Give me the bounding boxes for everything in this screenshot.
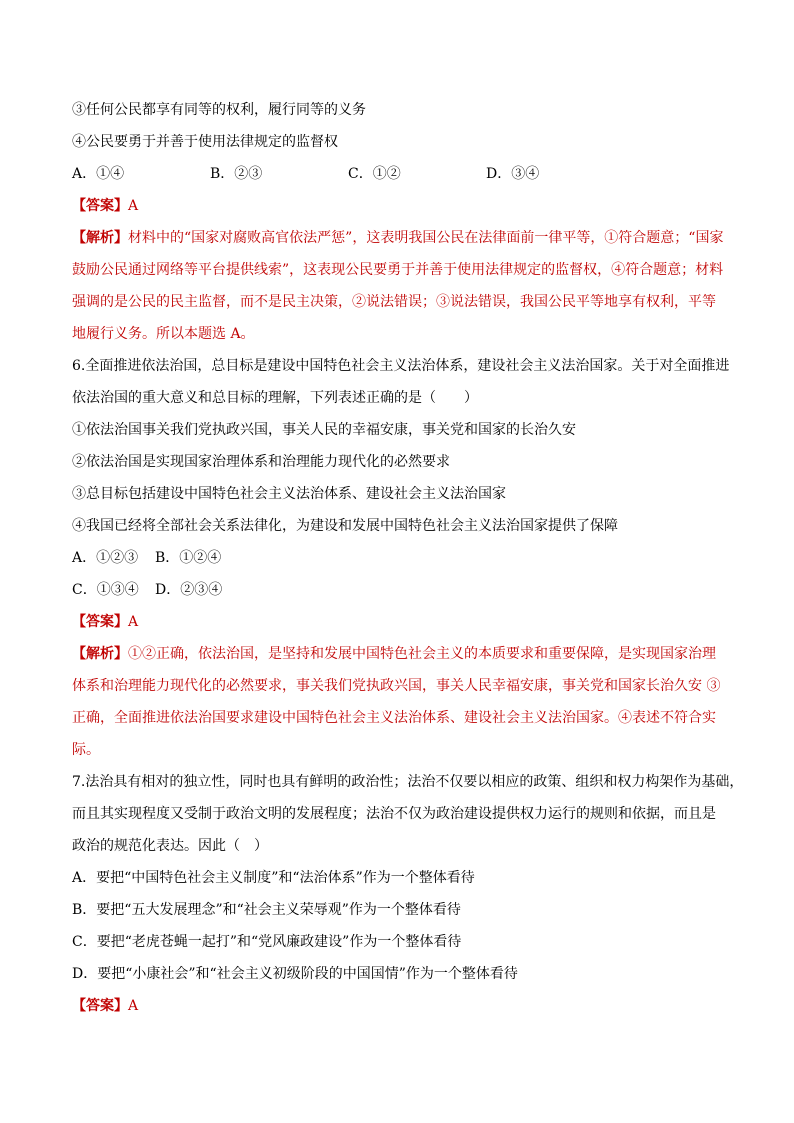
q7-option-d: D．要把“小康社会”和“社会主义初级阶段的中国国情”作为一个整体看待	[72, 966, 518, 982]
q6-item-4: ④我国已经将全部社会关系法律化，为建设和发展中国特色社会主义法治国家提供了保障	[72, 518, 618, 534]
q6-item-3: ③总目标包括建设中国特色社会主义法治体系、建设社会主义法治国家	[72, 486, 506, 502]
q5-answer	[72, 196, 138, 216]
q6-answer	[72, 612, 138, 632]
q6-item-2: ②依法治国是实现国家治理体系和治理能力现代化的必然要求	[72, 454, 450, 470]
answer-tag: 【答案】	[72, 998, 128, 1014]
q6-analysis-line-1	[72, 644, 716, 664]
q6-option-c: C．①③④	[72, 582, 139, 598]
answer-value: A	[128, 998, 139, 1014]
q6-option-b: B．①②④	[155, 550, 222, 566]
q6-option-a: A．①②③	[72, 550, 139, 566]
q5-item-3: ③任何公民都享有同等的权利，履行同等的义务	[72, 102, 366, 118]
answer-tag: 【答案】	[72, 614, 128, 630]
answer-value: A	[128, 614, 139, 630]
q7-answer	[72, 996, 138, 1016]
q7-option-c: C．要把“老虎苍蝇一起打”和“党风廉政建设”作为一个整体看待	[72, 934, 462, 950]
q5-option-a: A．①④	[72, 166, 125, 182]
q6-analysis-line-3: 正确，全面推进依法治国要求建设中国特色社会主义法治体系、建设社会主义法治国家。④表述不符合实	[72, 710, 716, 726]
answer-value: A	[128, 198, 139, 214]
q7-option-b: B．要把“五大发展理念”和“社会主义荣辱观”作为一个整体看待	[72, 902, 461, 918]
q5-analysis-line-2: 鼓励公民通过网络等平台提供线索”，这表现公民要勇于并善于使用法律规定的监督权，④符合题意；材料	[72, 262, 724, 278]
q5-option-c: C．①②	[348, 166, 401, 182]
q7-stem-line-3: 政治的规范化表达。因此（ ）	[72, 838, 268, 854]
q7-stem-line-2: 而且其实现程度又受制于政治文明的发展程度；法治不仅为政治建设提供权力运行的规则和依据，而且是	[72, 806, 716, 822]
q5-item-4: ④公民要勇于并善于使用法律规定的监督权	[72, 134, 338, 150]
q5-analysis-line-4: 地履行义务。所以本题选 A。	[72, 326, 255, 342]
q6-option-d: D．②③④	[155, 582, 223, 598]
q6-stem-line-1: 6.全面推进依法治国，总目标是建设中国特色社会主义法治体系，建设社会主义法治国家。关于对全面推进	[72, 358, 730, 374]
analysis-text: 材料中的“国家对腐败高官依法严惩”，这表明我国公民在法律面前一律平等，①符合题意；“国家	[128, 230, 724, 246]
q5-analysis-line-3: 强调的是公民的民主监督，而不是民主决策，②说法错误；③说法错误，我国公民平等地享有权利，平等	[72, 294, 716, 310]
q7-stem-line-1: 7.法治具有相对的独立性，同时也具有鲜明的政治性；法治不仅要以相应的政策、组织和权力构架作为基础，	[72, 774, 744, 790]
q6-item-1: ①依法治国事关我们党执政兴国，事关人民的幸福安康，事关党和国家的长治久安	[72, 422, 576, 438]
q5-option-d: D．③④	[486, 166, 540, 182]
q6-analysis-line-2: 体系和治理能力现代化的必然要求，事关我们党执政兴国，事关人民幸福安康，事关党和国家长治久安 ③	[72, 678, 721, 694]
analysis-tag: 【解析】	[72, 230, 128, 246]
q7-option-a: A．要把“中国特色社会主义制度”和“法治体系”作为一个整体看待	[72, 870, 475, 886]
q6-analysis-line-4: 际。	[72, 742, 100, 758]
analysis-text: ①②正确，依法治国，是坚持和发展中国特色社会主义的本质要求和重要保障，是实现国家治理	[128, 646, 716, 662]
answer-tag: 【答案】	[72, 198, 128, 214]
q6-stem-line-2: 依法治国的重大意义和总目标的理解，下列表述正确的是（ ）	[72, 390, 478, 406]
analysis-tag: 【解析】	[72, 646, 128, 662]
q5-analysis-line-1	[72, 228, 723, 248]
q5-option-b: B．②③	[210, 166, 263, 182]
